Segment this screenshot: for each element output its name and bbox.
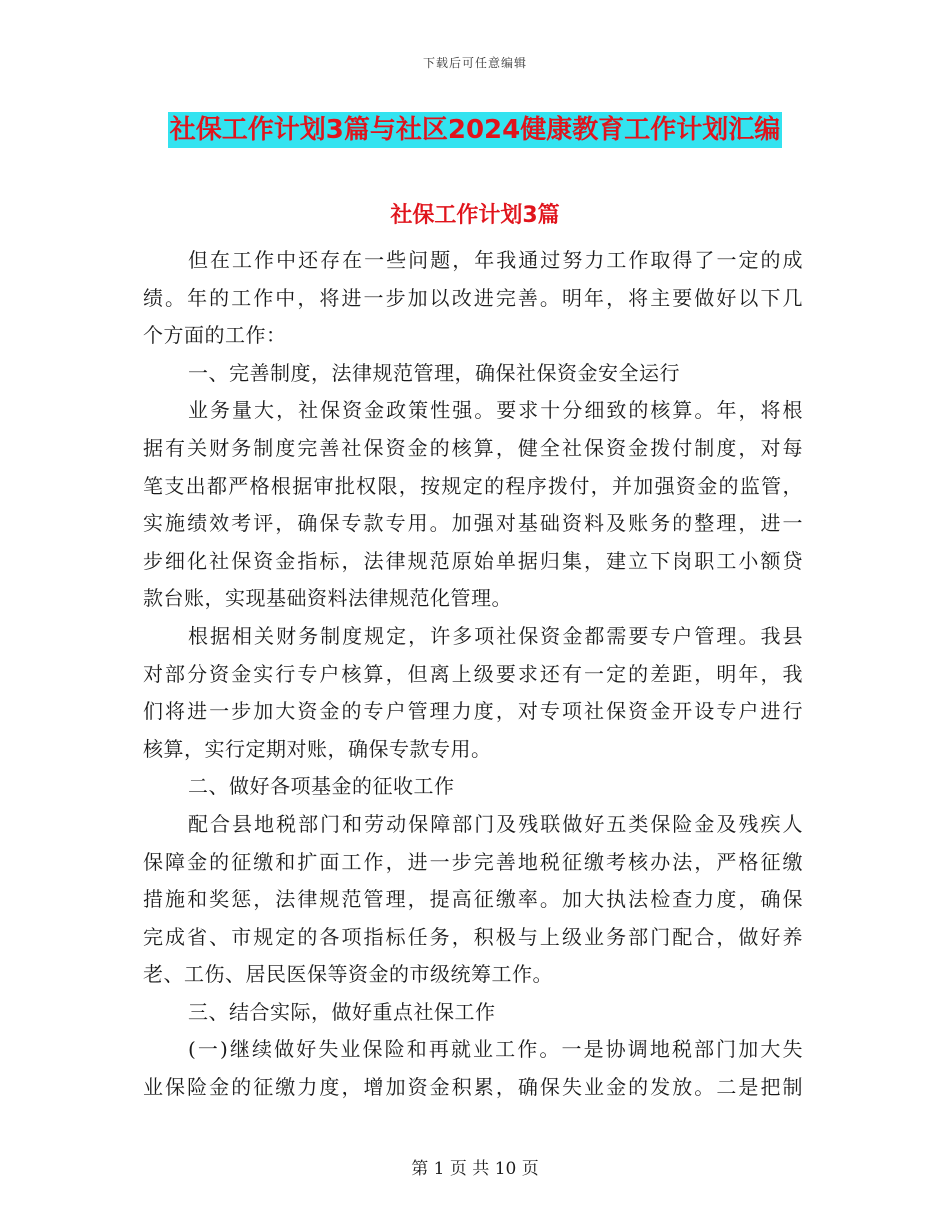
body-text: [143, 242, 803, 1107]
section-title: 社保工作计划3篇: [390, 203, 560, 228]
body-line: 一、完善制度，法律规范管理，确保社保资金安全运行: [188, 360, 680, 385]
body-line: 业保险金的征缴力度，增加资金积累，确保失业金的发放。二是把制: [143, 1075, 803, 1100]
body-line: 据有关财务制度完善社保资金的核算，健全社保资金拨付制度，对每: [143, 435, 803, 460]
body-line: 们将进一步加大资金的专户管理力度，对专项社保资金开设专户进行: [143, 699, 803, 724]
body-line: 保障金的征缴和扩面工作，进一步完善地税征缴考核办法，严格征缴: [143, 849, 803, 874]
body-line: 绩。年的工作中，将进一步加以改进完善。明年，将主要做好以下几: [143, 285, 803, 310]
body-line: 措施和奖惩，法律规范管理，提高征缴率。加大执法检查力度，确保: [143, 887, 803, 912]
body-line: 完成省、市规定的各项指标任务，积极与上级业务部门配合，做好养: [143, 924, 803, 949]
body-line: 步细化社保资金指标，法律规范原始单据归集，建立下岗职工小额贷: [143, 548, 803, 573]
document-main-title: 社保工作计划3篇与社区2024健康教育工作计划汇编: [168, 112, 782, 148]
page-footer: 第 1 页 共 10 页: [411, 1159, 539, 1179]
body-line: 款台账，实现基础资料法律规范化管理。: [143, 586, 512, 611]
body-line: (一)继续做好失业保险和再就业工作。一是协调地税部门加大失: [188, 1037, 803, 1062]
body-line: 根据相关财务制度规定，许多项社保资金都需要专户管理。我县: [188, 623, 803, 648]
body-line: 配合县地税部门和劳动保障部门及残联做好五类保险金及残疾人: [188, 811, 803, 836]
body-line: 笔支出都严格根据审批权限，按规定的程序拨付，并加强资金的监管，: [143, 473, 803, 498]
main-title-container: [0, 112, 950, 148]
body-line: 三、结合实际，做好重点社保工作: [188, 999, 496, 1024]
page-header-note: 下载后可任意编辑: [422, 56, 527, 70]
body-line: 个方面的工作：: [143, 323, 287, 348]
body-line: 老、工伤、居民医保等资金的市级统筹工作。: [143, 962, 553, 987]
body-line: 核算，实行定期对账，确保专款专用。: [143, 736, 492, 761]
body-line: 二、做好各项基金的征收工作: [188, 774, 455, 799]
body-line: 但在工作中还存在一些问题，年我通过努力工作取得了一定的成: [188, 248, 803, 272]
body-line: 实施绩效考评，确保专款专用。加强对基础资料及账务的整理，进一: [143, 511, 803, 536]
body-line: 对部分资金实行专户核算，但离上级要求还有一定的差距，明年，我: [143, 661, 803, 686]
body-line: 业务量大，社保资金政策性强。要求十分细致的核算。年，将根: [188, 398, 803, 423]
